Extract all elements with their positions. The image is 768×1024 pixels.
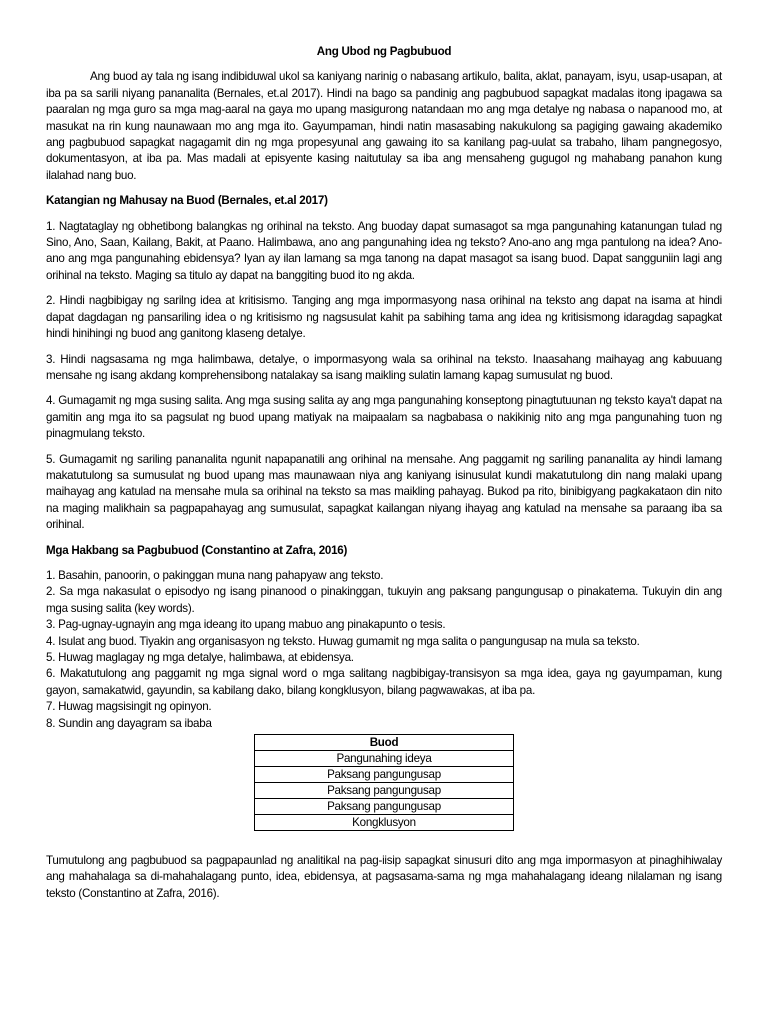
closing-paragraph: Tumutulong ang pagbubuod sa pagpapaunlad ng analitikal na pag-iisip sapagkat sinusuri dito ang mga impormasyon at pinaghihiwalay ang mahahalaga sa di-mahahalagang punto, idea, ebidensya, at pagsasama-sama ng mga mahahalagang ideang nilalaman ng isang teksto (Constantino at Zafra, 2016). — [46, 854, 722, 900]
katangian-item-2: 2. Hindi nagbibigay ng sarilng idea at kritisismo. Tanging ang mga impormasyong nasa orihinal na teksto ang dapat na isama at hindi dapat dagdagan ng pansariling idea o ng kritisismo ng nagsusulat kahit pa sabihing tama ang idea ng kritisismong idaragdag sapagkat hindi hinihingi ng buod ang ganitong klaseng detalye. — [46, 294, 722, 341]
document-page — [46, 44, 722, 902]
hakbang-step-5: 5. Huwag maglagay ng mga detalye, halimbawa, at ebidensya. — [46, 651, 354, 664]
hakbang-step-1: 1. Basahin, panoorin, o pakinggan muna nang pahapyaw ang teksto. — [46, 568, 384, 582]
hakbang-step-3: 3. Pag-ugnay-ugnayin ang mga ideang ito upang mabuo ang pinakapunto o tesis. — [46, 618, 446, 632]
hakbang-list — [46, 568, 722, 732]
katangian-item-4: 4. Gumagamit ng mga susing salita. Ang mga susing salita ay ang mga pangunahing konseptong pinagtutuunan ng teksto kaya't dapat na gamitin ang mga ito sa pagsulat ng buod upang matiyak na maipaalam sa nagbabasa o nakikinig nito ang mga pangunahing tuon ng pinagmulang teksto. — [46, 394, 722, 441]
katangian-item-3: 3. Hindi nagsasama ng mga halimbawa, detalye, o impormasyong wala sa orihinal na teksto. Inaasahang maihayag ang kabuuang mensahe ng isang akdang komprehensibong natalakay sa isang maikling sulatin lamang kapag sumusulat ng buod. — [46, 352, 722, 382]
section-heading-katangian: Katangian ng Mahusay na Buod (Bernales, et.al 2017) — [46, 194, 328, 208]
diagram-row-paksang-pangungusap: Paksang pangungusap — [255, 767, 514, 783]
buod-diagram — [254, 734, 514, 831]
intro-paragraph: Ang buod ay tala ng isang indibiduwal ukol sa kaniyang narinig o nabasang artikulo, balita, aklat, panayam, isyu, usap-usapan, at iba pa sa sarili niyang pananalita (Bernales, et.al 2017). Hindi na bago sa pandinig ang pagbubuod sapagkat madalas itong ipagawa sa paaralan ng mga guro sa mga mag-aaral na gaya mo upang masigurong natandaan mo ang mga detalye ng nabasa o napanood mo, at masukat na rin kung naunawaan mo ang mga ito. Gayumpaman, hindi natin masasabing nakukulong sa pagiging gawaing akademiko ang pagbubuod sapagkat nagagamit din ng mga propesyunal ang gawaing ito sa kanilang pag-uulat sa trabaho, liham pangnegosyo, dokumentasyon, at iba pa. Mas madali at episyente kasing naitutulay sa iba ang mensaheng gugugol ng mahabang panahon kung ilalahad nang buo. — [46, 70, 722, 182]
hakbang-step-4: 4. Isulat ang buod. Tiyakin ang organisasyon ng teksto. Huwag gumamit ng mga salita o pangungusap na mula sa teksto. — [46, 634, 640, 648]
diagram-row-pangunahing-ideya: Pangunahing ideya — [255, 751, 514, 767]
hakbang-step-7: 7. Huwag magsisingit ng opinyon. — [46, 700, 212, 714]
section-heading-hakbang: Mga Hakbang sa Pagbubuod (Constantino at Zafra, 2016) — [46, 543, 348, 557]
diagram-row-paksang-pangungusap: Paksang pangungusap — [255, 799, 514, 815]
katangian-item-5: 5. Gumagamit ng sariling pananalita ngunit napapanatili ang orihinal na mensahe. Ang paggamit ng sariling pananalita ay hindi lamang makatutulong sa sumusulat ng buod upang mas maunawaan niya ang kaniyang isinusulat kundi makatutulong din nang malaki upang maihayag ang katulad na mensahe mula sa orihinal na teksto sa mas maikling pahayag. Bukod pa rito, binibigyang pagkakataon din nito na maging malikhain sa pagpapahayag ang sumusulat, sapagkat kailangan niyang ihayag ang katulad na mensahe sa paraang iba sa orihinal. — [46, 452, 722, 532]
diagram-row-paksang-pangungusap: Paksang pangungusap — [255, 783, 514, 799]
diagram-header: Buod — [255, 735, 514, 751]
katangian-item-1: 1. Nagtataglay ng obhetibong balangkas ng orihinal na teksto. Ang buoday dapat sumasagot sa mga pangunahing katanungan tulad ng Sino, Ano, Saan, Kailang, Bakit, at Paano. Halimbawa, ano ang pangunahing idea ng teksto? Ano-ano ang mga pantulong na idea? Ano-ano ang mga pangunahing ebidensya? Iyan ay ilan lamang sa mga tanong na dapat masagot sa isang buod. Dapat sangguniin lagi ang orihinal na teksto. Maging sa titulo ay dapat na banggiting buod ito ng akda. — [46, 219, 722, 282]
hakbang-step-2: 2. Sa mga nakasulat o episodyo ng isang pinanood o pinakinggan, tukuyin ang paksang pangungusap o pinakatema. Tukuyin din ang mga susing salita (key words). — [46, 585, 722, 615]
document-title: Ang Ubod ng Pagbubuod — [316, 45, 452, 58]
hakbang-step-8: 8. Sundin ang dayagram sa ibaba — [46, 716, 212, 730]
hakbang-step-6: 6. Makatutulong ang paggamit ng mga signal word o mga salitang nagbibigay-transisyon sa mga idea, gaya ng gayumpaman, kung gayon, samakatwid, gayundin, sa kabilang dako, bilang kongklusyon, bilang pagwawakas, at iba pa. — [46, 667, 722, 697]
diagram-row-kongklusyon: Kongklusyon — [255, 815, 514, 831]
